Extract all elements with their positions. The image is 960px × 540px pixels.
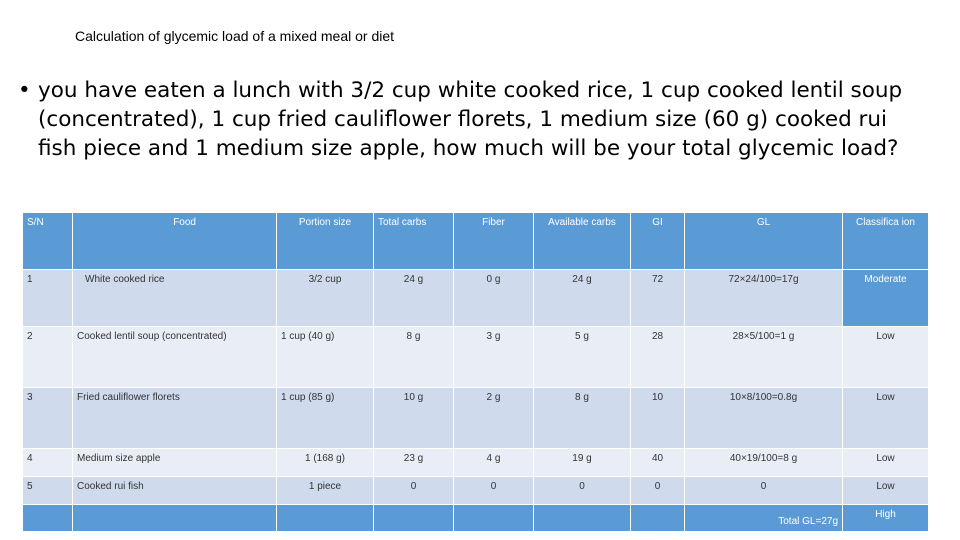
header-available-carbs: Available carbs (534, 213, 631, 270)
question-text: you have eaten a lunch with 3/2 cup white cooked rice, 1 cup cooked lentil soup (concentrated), 1 cup fried cauliflower florets, 1 medium size (60 g) cooked rui fish piece and 1 medium size apple, how much will be your total glycemic load? (38, 78, 903, 161)
cell-empty (73, 505, 277, 532)
cell-food: Cooked lentil soup (concentrated) (73, 327, 277, 388)
header-gl: GL (685, 213, 843, 270)
cell-portion: 3/2 cup (277, 270, 374, 327)
cell-available-carbs: 8 g (534, 388, 631, 449)
cell-gi: 10 (631, 388, 685, 449)
cell-gl: 10×8/100=0.8g (685, 388, 843, 449)
header-sn: S/N (23, 213, 73, 270)
cell-available-carbs: 5 g (534, 327, 631, 388)
cell-food: Medium size apple (73, 449, 277, 477)
cell-gl: 28×5/100=1 g (685, 327, 843, 388)
cell-fiber: 2 g (454, 388, 534, 449)
cell-sn: 2 (23, 327, 73, 388)
cell-total-carbs: 0 (374, 477, 454, 505)
cell-classification: Low (843, 327, 929, 388)
cell-total-carbs: 24 g (374, 270, 454, 327)
cell-portion: 1 cup (85 g) (277, 388, 374, 449)
cell-fiber: 0 (454, 477, 534, 505)
table-row (23, 477, 929, 505)
header-gi: GI (631, 213, 685, 270)
cell-empty (277, 505, 374, 532)
cell-empty (534, 505, 631, 532)
table-row (23, 270, 929, 327)
total-gl: Total GL=27g (685, 505, 843, 532)
table-header-row (23, 213, 929, 270)
cell-classification: Low (843, 477, 929, 505)
cell-sn: 5 (23, 477, 73, 505)
cell-empty (631, 505, 685, 532)
total-row (23, 505, 929, 532)
cell-available-carbs: 19 g (534, 449, 631, 477)
cell-empty (454, 505, 534, 532)
cell-gl: 0 (685, 477, 843, 505)
cell-fiber: 3 g (454, 327, 534, 388)
cell-available-carbs: 24 g (534, 270, 631, 327)
table-row (23, 388, 929, 449)
header-food: Food (73, 213, 277, 270)
cell-gi: 0 (631, 477, 685, 505)
table-row (23, 449, 929, 477)
cell-sn: 3 (23, 388, 73, 449)
slide-title: Calculation of glycemic load of a mixed meal or diet (75, 28, 395, 44)
cell-gi: 72 (631, 270, 685, 327)
cell-food: White cooked rice (73, 270, 277, 327)
header-classification: Classifica ion (843, 213, 929, 270)
cell-gi: 28 (631, 327, 685, 388)
cell-classification: Moderate (843, 270, 929, 327)
cell-gl: 72×24/100=17g (685, 270, 843, 327)
cell-empty (23, 505, 73, 532)
cell-portion: 1 (168 g) (277, 449, 374, 477)
cell-classification: Low (843, 449, 929, 477)
cell-sn: 1 (23, 270, 73, 327)
cell-empty (374, 505, 454, 532)
cell-total-carbs: 10 g (374, 388, 454, 449)
table-row (23, 327, 929, 388)
bullet-marker: • (18, 78, 31, 103)
total-classification: High (843, 505, 929, 532)
cell-portion: 1 piece (277, 477, 374, 505)
cell-gl: 40×19/100=8 g (685, 449, 843, 477)
cell-food: Cooked rui fish (73, 477, 277, 505)
cell-classification: Low (843, 388, 929, 449)
cell-gi: 40 (631, 449, 685, 477)
question-bullet (18, 76, 918, 163)
cell-fiber: 4 g (454, 449, 534, 477)
cell-total-carbs: 23 g (374, 449, 454, 477)
header-portion: Portion size (277, 213, 374, 270)
cell-available-carbs: 0 (534, 477, 631, 505)
glycemic-load-table (22, 212, 929, 532)
cell-portion: 1 cup (40 g) (277, 327, 374, 388)
cell-total-carbs: 8 g (374, 327, 454, 388)
cell-fiber: 0 g (454, 270, 534, 327)
cell-sn: 4 (23, 449, 73, 477)
header-fiber: Fiber (454, 213, 534, 270)
cell-food: Fried cauliflower florets (73, 388, 277, 449)
header-total-carbs: Total carbs (374, 213, 454, 270)
